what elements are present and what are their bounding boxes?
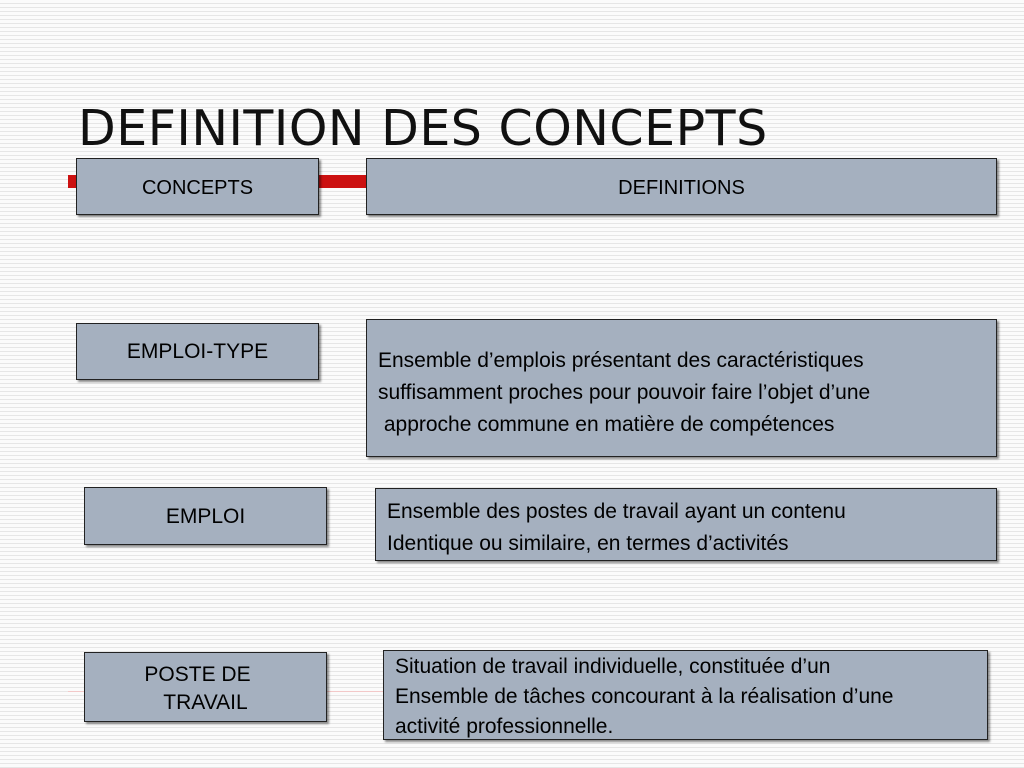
definitions-header-box bbox=[366, 158, 997, 215]
definition-line: approche commune en matière de compétences bbox=[378, 413, 835, 436]
definitions-header-label: DEFINITIONS bbox=[618, 177, 745, 199]
concept-label: EMPLOI bbox=[165, 505, 246, 528]
concepts-header-box bbox=[76, 158, 319, 215]
definition-line: Ensemble d’emplois présentant des caractéristiques bbox=[378, 349, 864, 372]
definition-box-emploi bbox=[375, 488, 997, 561]
concept-box-poste-de-travail bbox=[84, 652, 327, 722]
concept-label: TRAVAIL bbox=[163, 691, 248, 714]
concept-box-emploi-type bbox=[76, 323, 319, 380]
title-underline-middle bbox=[316, 175, 370, 188]
concept-label: EMPLOI-TYPE bbox=[126, 340, 269, 363]
definition-line: Identique ou similaire, en termes d’activités bbox=[387, 532, 789, 555]
slide-title: DEFINITION DES CONCEPTS bbox=[78, 100, 768, 157]
concepts-header-label: CONCEPTS bbox=[141, 177, 254, 199]
definition-line: activité professionnelle. bbox=[395, 715, 614, 738]
definition-box-emploi-type bbox=[366, 319, 997, 457]
definition-line: Ensemble de tâches concourant à la réalisation d’une bbox=[395, 685, 894, 708]
definition-line: suffisamment proches pour pouvoir faire l’objet d’une bbox=[378, 381, 871, 404]
definition-line: Ensemble des postes de travail ayant un contenu bbox=[387, 500, 846, 523]
concept-box-emploi bbox=[84, 487, 327, 545]
definition-box-poste-de-travail bbox=[383, 650, 988, 740]
concept-label: POSTE DE bbox=[144, 663, 251, 686]
definition-line: Situation de travail individuelle, constituée d’un bbox=[395, 655, 831, 678]
